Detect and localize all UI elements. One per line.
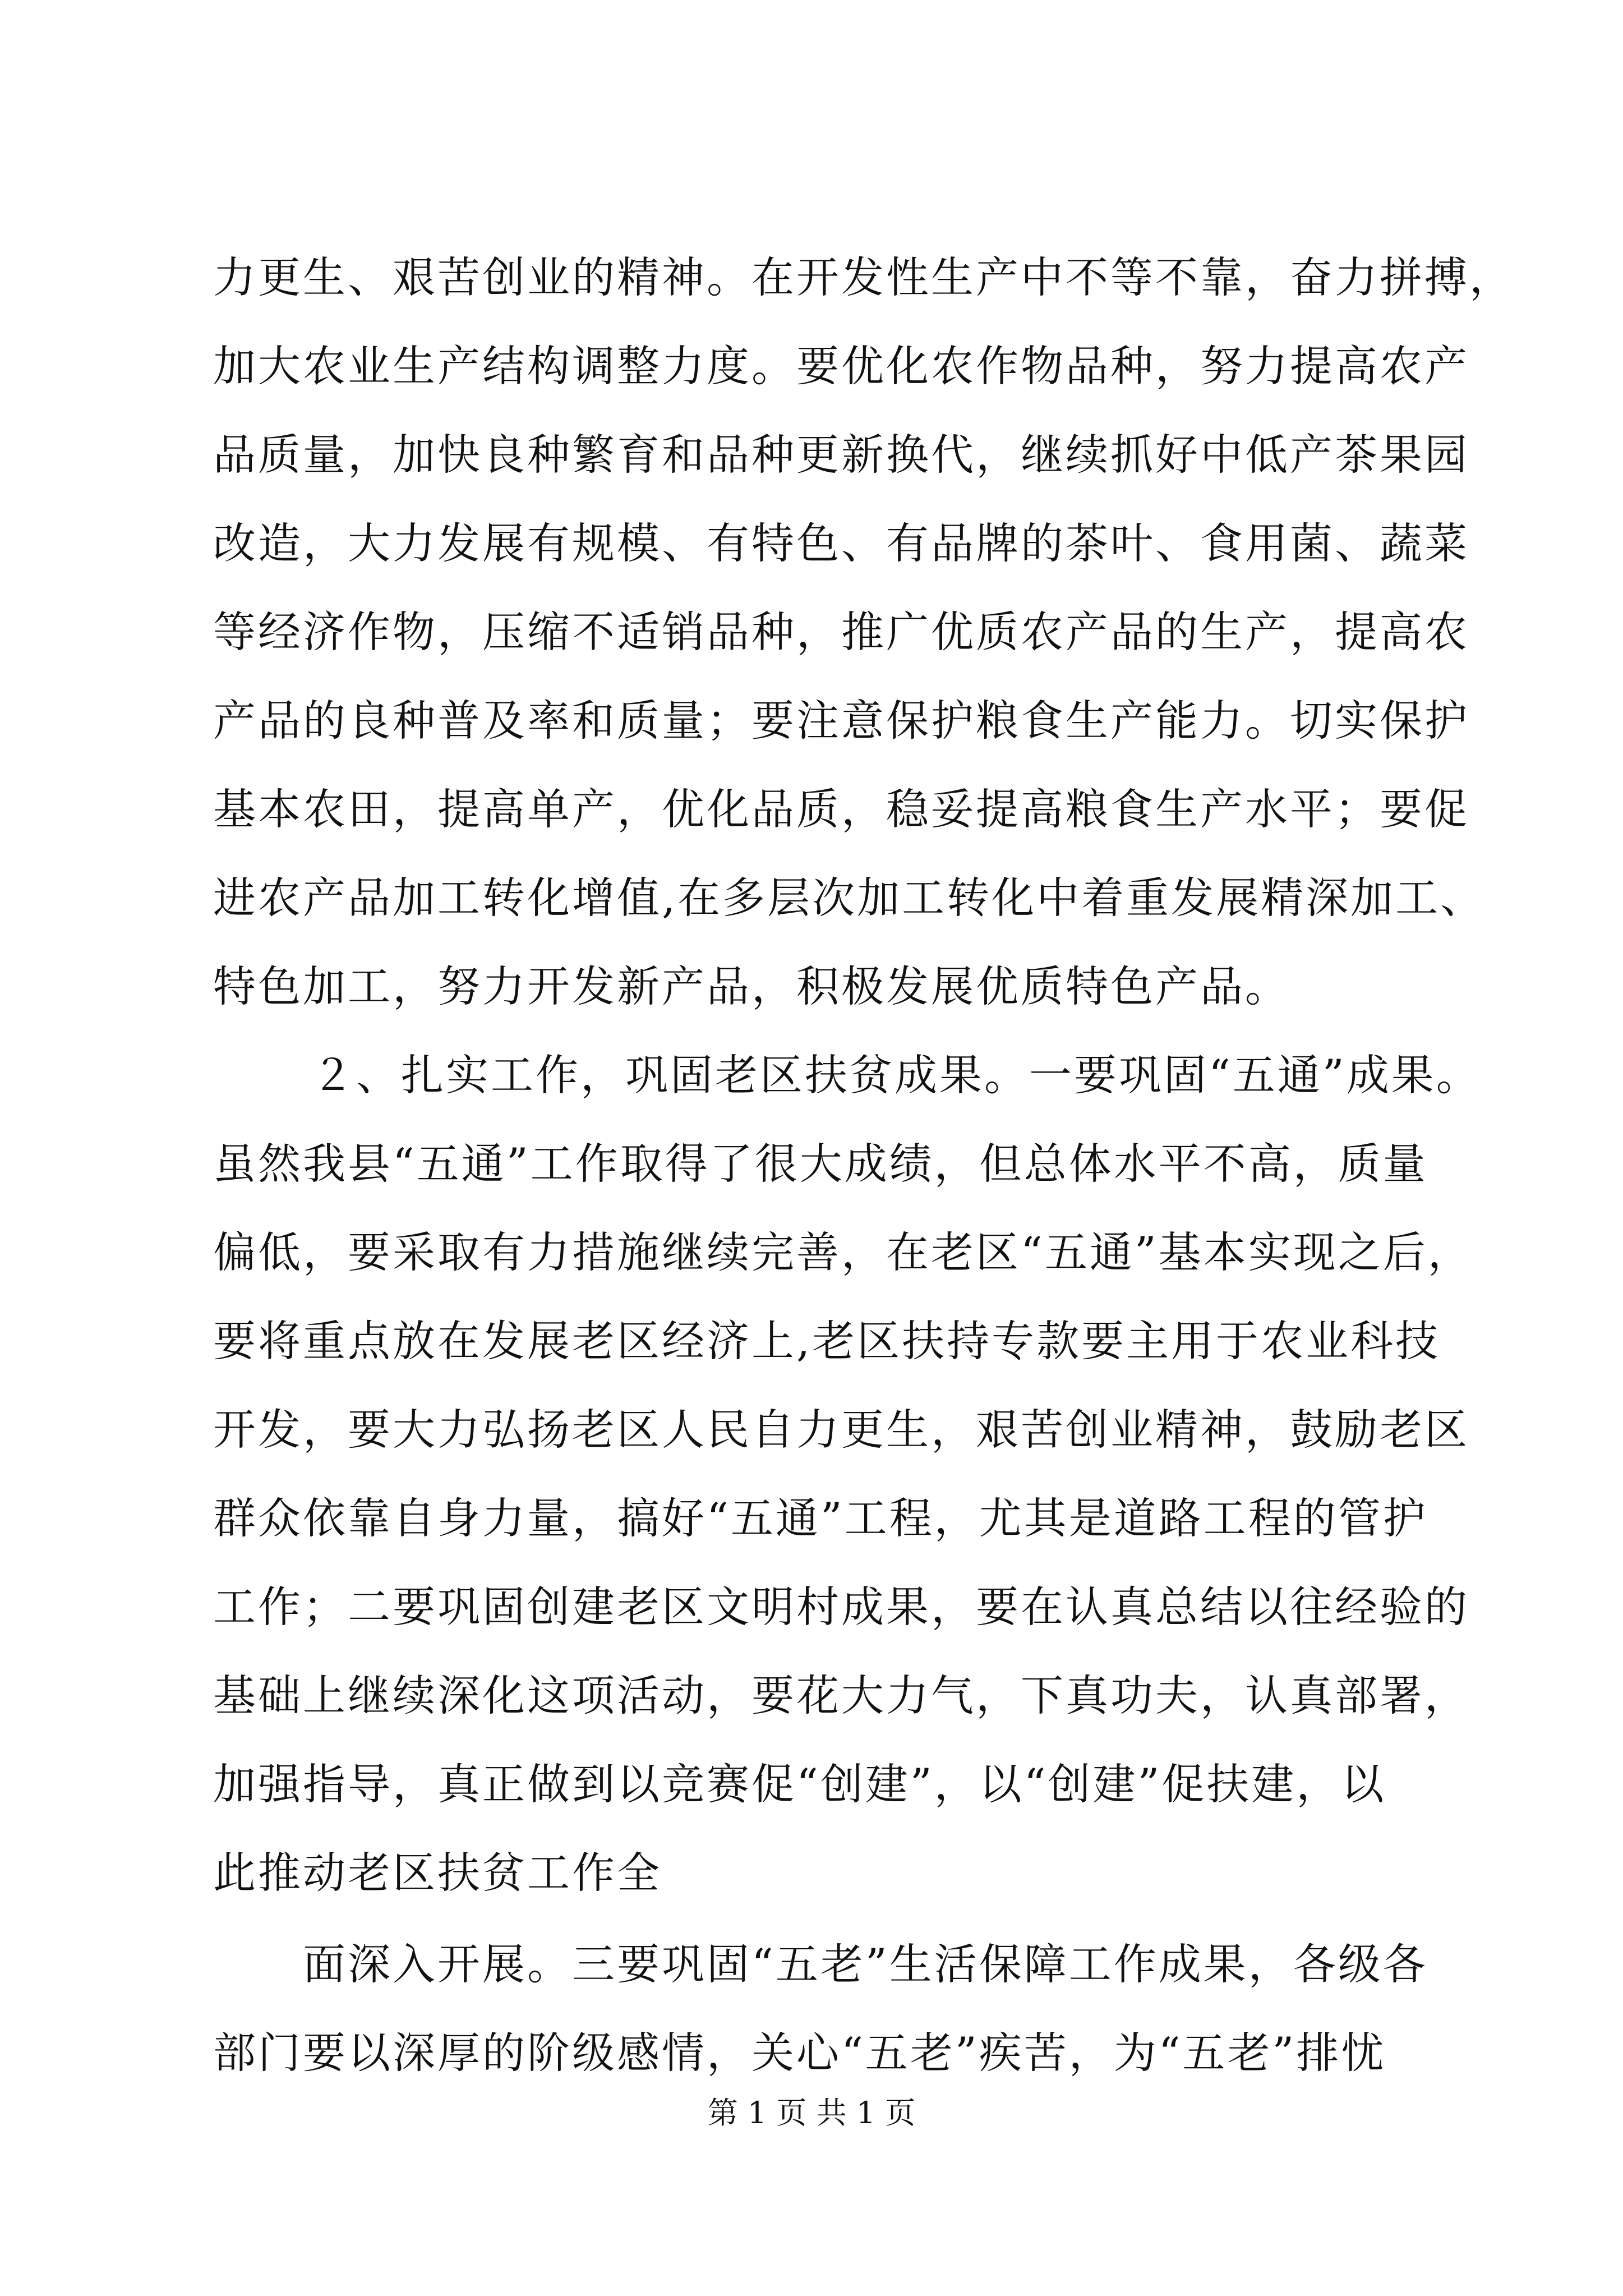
text-line: 加强指导，真正做到以竞赛促“创建”，以“创建”促扶建，以: [213, 1759, 1386, 1809]
text-line: 此推动老区扶贫工作全: [213, 1848, 662, 1898]
text-line: 等经济作物，压缩不适销品种，推广优质农产品的生产，提高农: [213, 607, 1469, 657]
text-line: 偏低，要采取有力措施继续完善，在老区“五通”基本实现之后，: [213, 1227, 1473, 1277]
text-line: 群众依靠自身力量，搞好“五通”工程，尤其是道路工程的管护: [213, 1493, 1428, 1543]
text-line: 虽然我县“五通”工作取得了很大成绩，但总体水平不高，质量: [213, 1139, 1428, 1189]
text-line: 进农产品加工转化增值,在多层次加工转化中着重发展精深加工、: [213, 873, 1486, 923]
text-line: 开发，要大力弘扬老区人民自力更生，艰苦创业精神，鼓励老区: [213, 1405, 1469, 1455]
paragraph-start-line: ２、扎实工作，巩固老区扶贫成果。一要巩固“五通”成果。: [311, 1050, 1481, 1100]
text-line: 加大农业生产结构调整力度。要优化农作物品种，努力提高农产: [213, 341, 1469, 391]
text-line: 部门要以深厚的阶级感情，关心“五老”疾苦，为“五老”排忧: [213, 2028, 1386, 2078]
text-line: 基本农田，提高单产，优化品质，稳妥提高粮食生产水平；要促: [213, 784, 1469, 834]
text-line: 要将重点放在发展老区经济上,老区扶持专款要主用于农业科技: [213, 1316, 1441, 1366]
text-line: 基础上继续深化这项活动，要花大力气，下真功夫，认真部署，: [213, 1671, 1469, 1720]
text-line: 品质量，加快良种繁育和品种更新换代，继续抓好中低产茶果园: [213, 430, 1469, 480]
text-line: 改造，大力发展有规模、有特色、有品牌的茶叶、食用菌、蔬菜: [213, 518, 1469, 568]
text-line: 工作；二要巩固创建老区文明村成果，要在认真总结以往经验的: [213, 1582, 1469, 1632]
text-line: 特色加工，努力开发新产品，积极发展优质特色产品。: [213, 961, 1290, 1011]
text-line: 力更生、艰苦创业的精神。在开发性生产中不等不靠，奋力拼搏，: [213, 252, 1514, 302]
page-number-footer: 第 1 页 共 1 页: [707, 2095, 916, 2131]
text-line: 产品的良种普及率和质量；要注意保护粮食生产能力。切实保护: [213, 696, 1469, 746]
paragraph-start-line: 面深入开展。三要巩固“五老”生活保障工作成果，各级各: [303, 1939, 1428, 1989]
